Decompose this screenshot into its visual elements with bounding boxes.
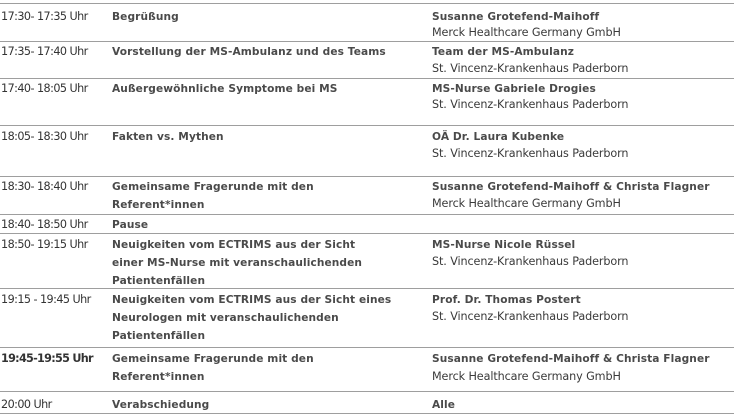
agenda-speaker: Team der MS-Ambulanz <box>432 46 574 58</box>
agenda-topic-line: Gemeinsame Fragerunde mit den <box>112 353 314 365</box>
agenda-speaker: Susanne Grotefend-Maihoff & Christa Flagner <box>432 353 710 365</box>
row-divider <box>0 288 734 289</box>
agenda-topic: Außergewöhnliche Symptome bei MS <box>112 83 338 95</box>
row-divider <box>0 3 734 4</box>
agenda-organization: St. Vincenz-Krankenhaus Paderborn <box>432 255 629 268</box>
agenda-organization: Merck Healthcare Germany GmbH <box>432 197 621 210</box>
agenda-speaker: Alle <box>432 399 456 411</box>
row-divider <box>0 347 734 348</box>
row-divider <box>0 413 734 414</box>
agenda-organization: Merck Healthcare Germany GmbH <box>432 26 621 39</box>
agenda-organization: St. Vincenz-Krankenhaus Paderborn <box>432 310 629 323</box>
agenda-speaker: OÄ Dr. Laura Kubenke <box>432 131 565 143</box>
agenda-topic <box>112 350 424 386</box>
agenda-topic-line: Referent*innen <box>112 371 205 383</box>
row-divider <box>0 233 734 234</box>
agenda-topic-line: Patientenfällen <box>112 330 206 342</box>
agenda-time: 17:30- 17:35 Uhr <box>1 10 88 23</box>
agenda-topic <box>112 178 424 214</box>
agenda-time: 19:15 - 19:45 Uhr <box>1 293 91 306</box>
agenda-speaker: Susanne Grotefend-Maihoff <box>432 11 600 23</box>
agenda-speaker: Prof. Dr. Thomas Postert <box>432 294 581 306</box>
agenda-topic <box>112 236 424 290</box>
agenda-time: 18:30- 18:40 Uhr <box>1 180 88 193</box>
agenda-time: 17:40- 18:05 Uhr <box>1 82 88 95</box>
agenda-topic-line: Patientenfällen <box>112 275 206 287</box>
agenda-topic: Fakten vs. Mythen <box>112 131 224 143</box>
agenda-topic-line: Neurologen mit veranschaulichenden <box>112 312 339 324</box>
agenda-speaker: MS-Nurse Gabriele Drogies <box>432 83 596 95</box>
agenda-topic: Vorstellung der MS-Ambulanz und des Teams <box>112 46 386 58</box>
agenda-time: 20:00 Uhr <box>1 398 52 411</box>
agenda-time: 19:45-19:55 Uhr <box>1 352 93 365</box>
agenda-organization: St. Vincenz-Krankenhaus Paderborn <box>432 147 629 160</box>
row-divider <box>0 176 734 177</box>
agenda-speaker: MS-Nurse Nicole Rüssel <box>432 239 576 251</box>
agenda-topic <box>112 291 424 345</box>
agenda-organization: St. Vincenz-Krankenhaus Paderborn <box>432 62 629 75</box>
agenda-time: 17:35- 17:40 Uhr <box>1 45 88 58</box>
row-divider <box>0 125 734 126</box>
agenda-topic: Begrüßung <box>112 11 179 23</box>
agenda-time: 18:50- 19:15 Uhr <box>1 238 88 251</box>
agenda-speaker: Susanne Grotefend-Maihoff & Christa Flagner <box>432 181 710 193</box>
agenda-time: 18:05- 18:30 Uhr <box>1 130 88 143</box>
agenda-topic-line: Referent*innen <box>112 199 205 211</box>
agenda-topic: Pause <box>112 219 149 231</box>
agenda-topic-line: Neuigkeiten vom ECTRIMS aus der Sicht eines <box>112 294 392 306</box>
agenda-time: 18:40- 18:50 Uhr <box>1 218 88 231</box>
agenda-organization: St. Vincenz-Krankenhaus Paderborn <box>432 98 629 111</box>
row-divider <box>0 78 734 79</box>
agenda-topic: Verabschiedung <box>112 399 210 411</box>
row-divider <box>0 214 734 215</box>
row-divider <box>0 41 734 42</box>
agenda-topic-line: Neuigkeiten vom ECTRIMS aus der Sicht <box>112 239 356 251</box>
agenda-topic-line: einer MS-Nurse mit veranschaulichenden <box>112 257 363 269</box>
agenda-topic-line: Gemeinsame Fragerunde mit den <box>112 181 314 193</box>
agenda-organization: Merck Healthcare Germany GmbH <box>432 370 621 383</box>
row-divider <box>0 391 734 392</box>
